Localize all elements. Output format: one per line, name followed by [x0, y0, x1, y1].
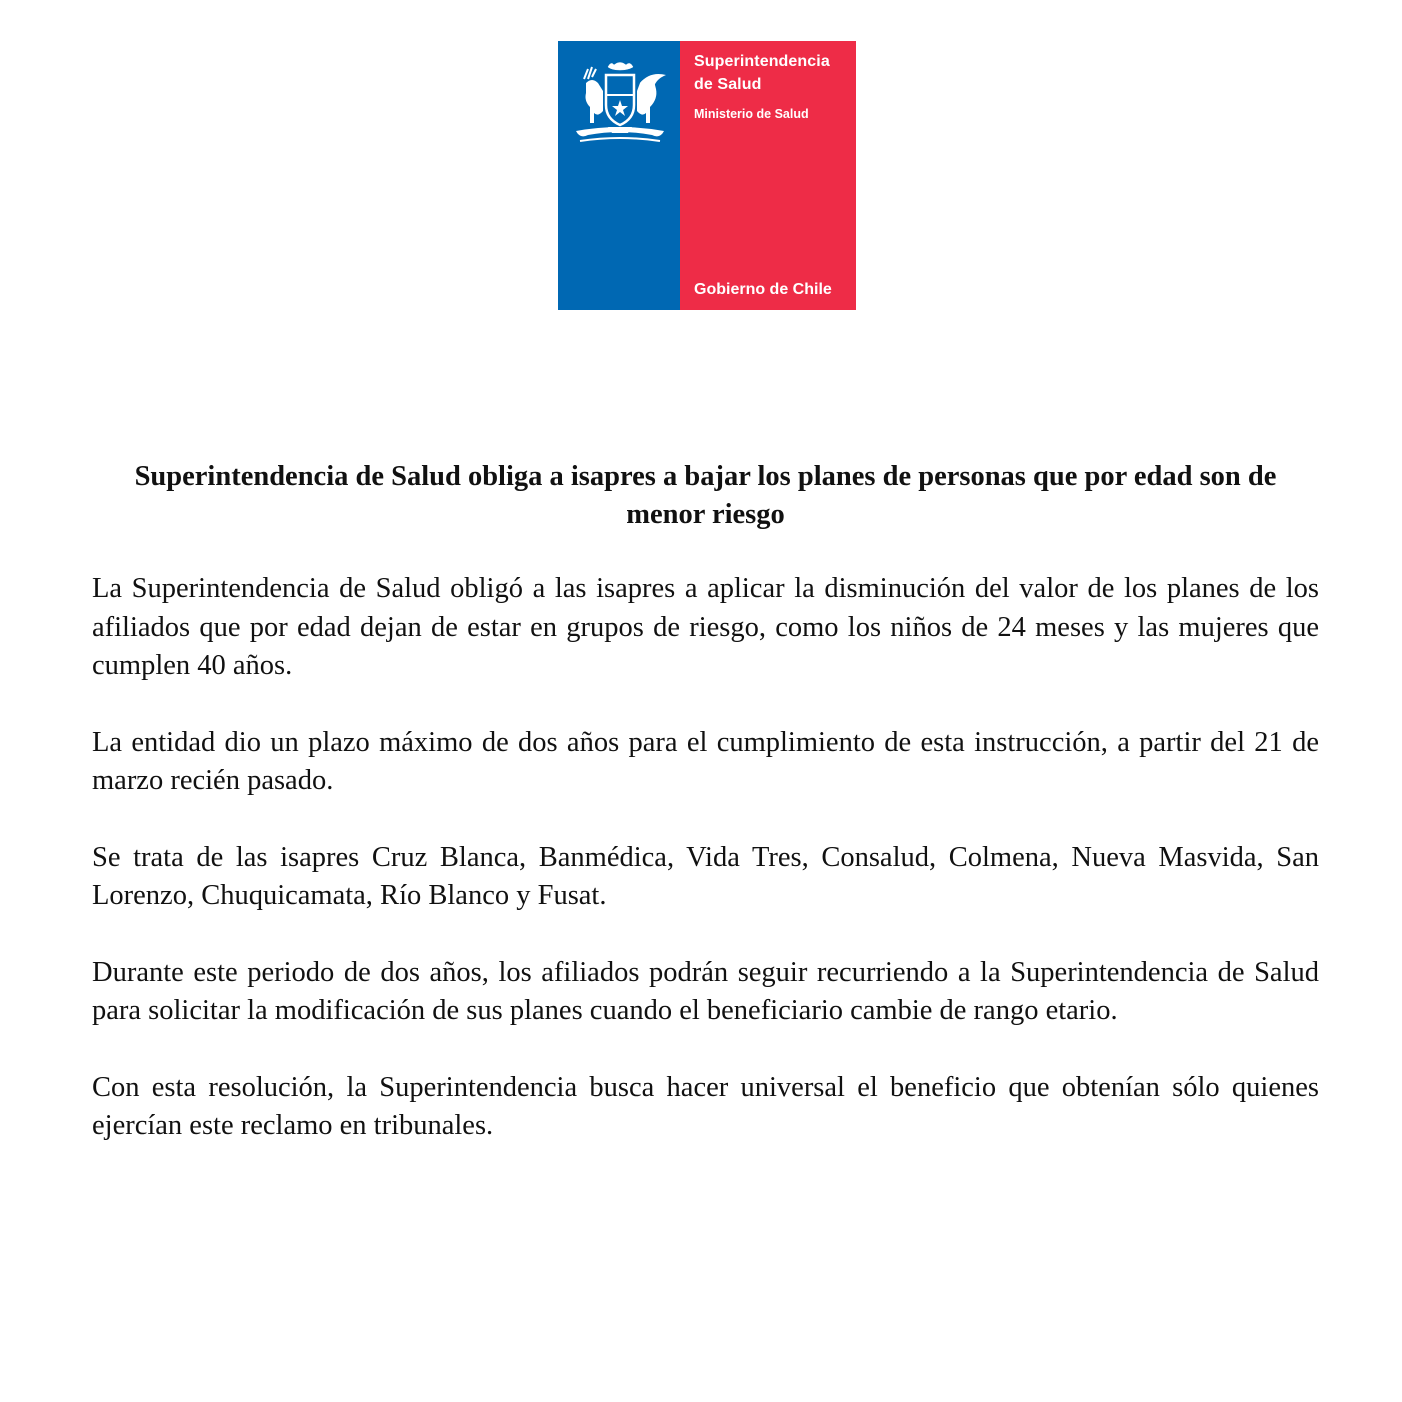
- paragraph: Durante este periodo de dos años, los afiliados podrán seguir recurriendo a la Superintendencia de Salud para solicitar la modificación de sus planes cuando el beneficiario cambie de rango etario.: [92, 956, 1319, 1026]
- institution-logo: [558, 41, 856, 310]
- chile-coat-of-arms-icon: [570, 61, 670, 147]
- document-title: Superintendencia de Salud obliga a isapres a bajar los planes de personas que por edad son de menor riesgo: [134, 461, 1277, 530]
- paragraph: Con esta resolución, la Superintendencia busca hacer universal el beneficio que obtenían sólo quienes ejercían este reclamo en tribunales.: [92, 1071, 1319, 1141]
- logo-ministry-name: Ministerio de Salud: [694, 107, 809, 121]
- logo-institution-name-line2: de Salud: [694, 76, 762, 93]
- logo-red-panel: [680, 41, 856, 310]
- logo-blue-panel: [558, 41, 680, 310]
- paragraph: La Superintendencia de Salud obligó a las isapres a aplicar la disminución del valor de los planes de los afiliados que por edad dejan de estar en grupos de riesgo, como los niños de 24 meses y las mujeres que cumplen 40 años.: [92, 573, 1319, 681]
- paragraph: La entidad dio un plazo máximo de dos años para el cumplimiento de esta instrucción, a partir del 21 de marzo recién pasado.: [92, 726, 1319, 796]
- document-body: [92, 458, 1319, 1184]
- logo-institution-name-line1: Superintendencia: [694, 53, 830, 70]
- paragraph: Se trata de las isapres Cruz Blanca, Banmédica, Vida Tres, Consalud, Colmena, Nueva Masvida, San Lorenzo, Chuquicamata, Río Blanco y Fusat.: [92, 841, 1319, 911]
- logo-government-name: Gobierno de Chile: [694, 281, 832, 298]
